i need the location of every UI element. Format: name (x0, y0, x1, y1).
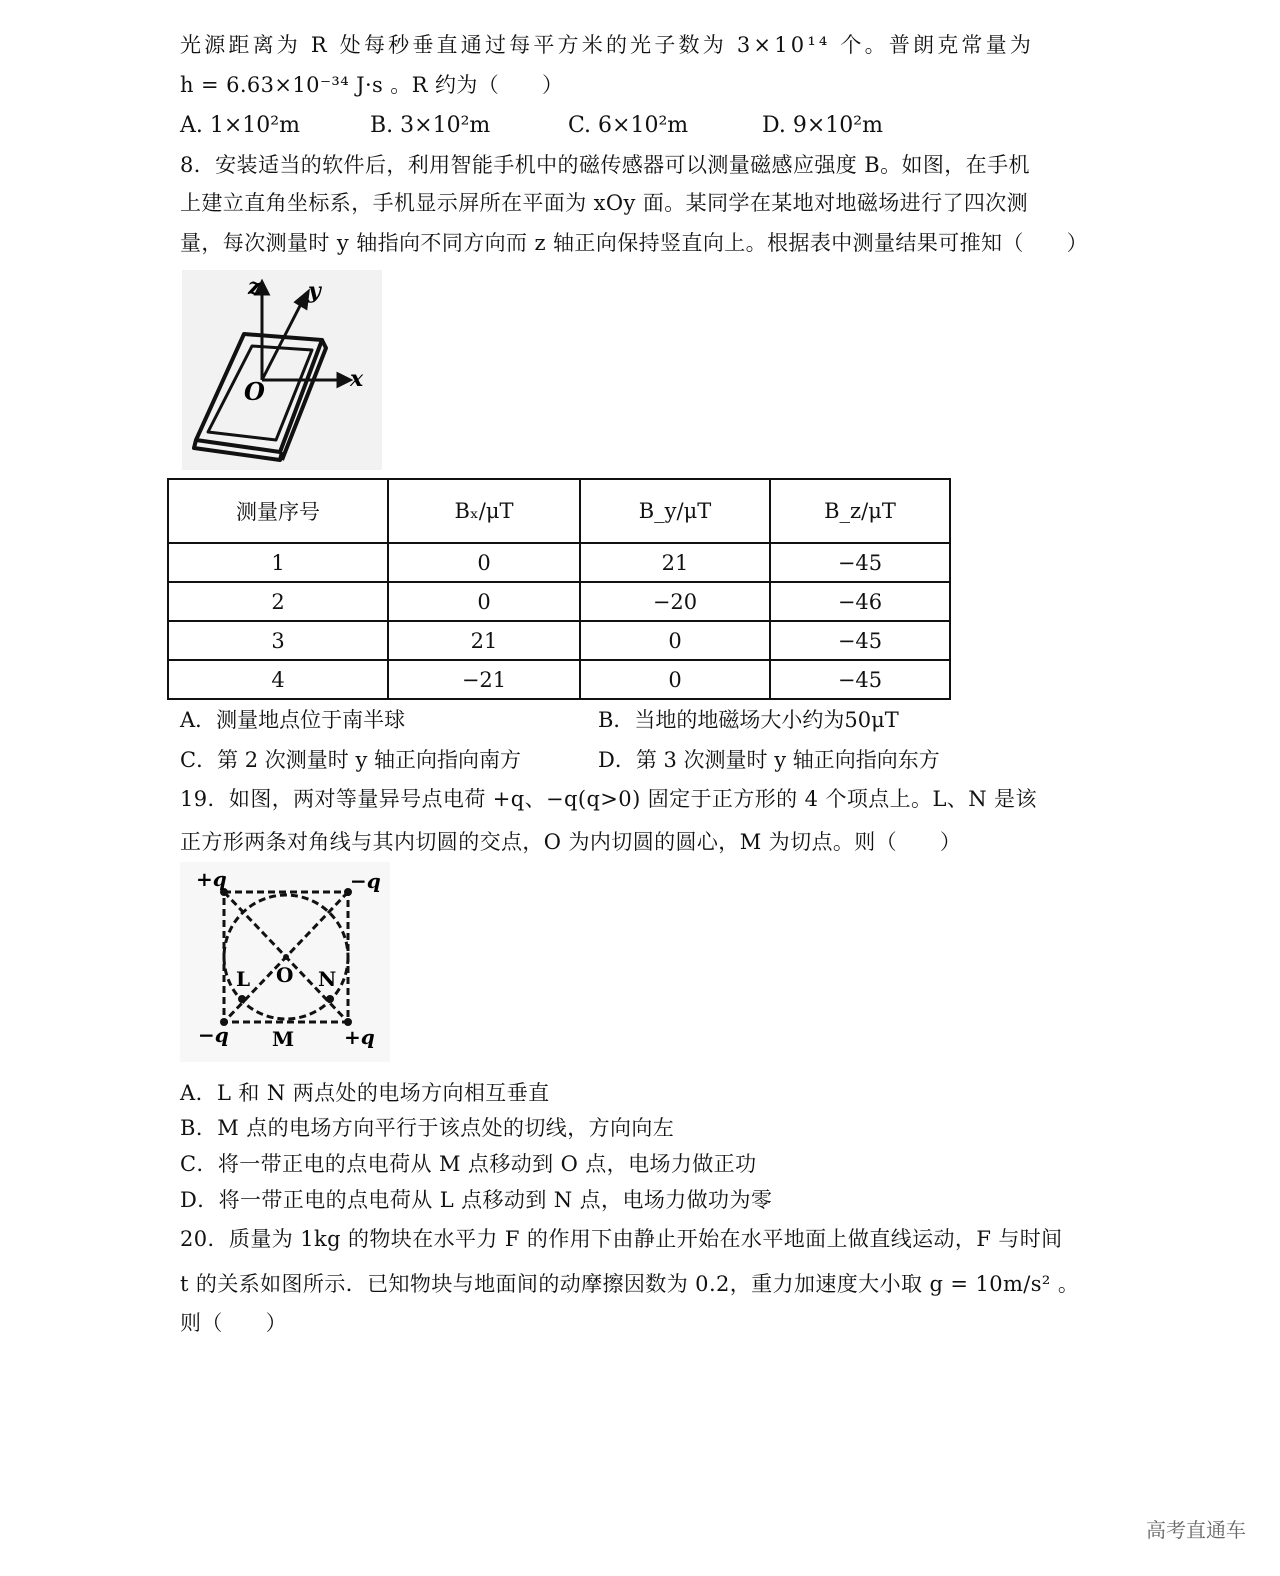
z-label: z (248, 274, 261, 300)
table-cell: 2 (168, 582, 388, 621)
q8-option-d: D．第 3 次测量时 y 轴正向指向东方 (598, 748, 940, 772)
origin-label: O (244, 377, 265, 406)
q20-line-2: t 的关系如图所示．已知物块与地面间的动摩擦因数为 0.2，重力加速度大小取 g = 10m/s² 。 (180, 1272, 1080, 1296)
phone-axes-figure (182, 270, 382, 470)
q8-option-a: A．测量地点位于南半球 (180, 708, 406, 732)
table-cell: 4 (168, 660, 388, 699)
q19-option-b: B．M 点的电场方向平行于该点处的切线，方向向左 (180, 1116, 675, 1140)
table-row (168, 582, 950, 621)
q8-options-row-2 (180, 744, 1080, 774)
table-cell: 3 (168, 621, 388, 660)
charge-bottom-right: +q (344, 1025, 375, 1049)
q20-line-3: 则（ ） (180, 1311, 287, 1335)
table-row (168, 660, 950, 699)
point-n-dot (326, 995, 334, 1003)
q7-line-2: h = 6.63×10⁻³⁴ J·s 。R 约为（ ） (180, 73, 564, 97)
table-cell: 21 (580, 543, 770, 582)
q7-options (180, 113, 1080, 143)
watermark-text: 高考直通车 (1146, 1518, 1246, 1542)
measurement-table (167, 478, 951, 700)
table-header-row (168, 479, 950, 543)
table-cell: −20 (580, 582, 770, 621)
point-n-label: N (318, 967, 337, 991)
q19-option-c: C．将一带正电的点电荷从 M 点移动到 O 点，电场力做正功 (180, 1152, 757, 1176)
table-cell: −45 (770, 660, 950, 699)
table-cell: 0 (388, 543, 580, 582)
y-label: y (308, 278, 321, 304)
table-header-bz: B_z/μT (770, 479, 950, 543)
charge-top-left: +q (196, 867, 227, 891)
q7-option-a: A. 1×10²m (180, 113, 300, 138)
q8-option-b: B．当地的地磁场大小约为50μT (598, 708, 899, 732)
q8-options-row-1 (180, 704, 1080, 734)
charge-top-right: −q (350, 869, 381, 893)
q19-option-d: D．将一带正电的点电荷从 L 点移动到 N 点，电场力做功为零 (180, 1188, 773, 1212)
table-cell: −45 (770, 621, 950, 660)
q7-option-d: D. 9×10²m (762, 113, 883, 138)
table-header-bx: Bₓ/μT (388, 479, 580, 543)
q19-line-1: 19．如图，两对等量异号点电荷 +q、−q(q>0) 固定于正方形的 4 个项点上。L、N 是该 (180, 787, 1037, 811)
table-cell: 0 (580, 660, 770, 699)
q20-line-1: 20．质量为 1kg 的物块在水平力 F 的作用下由静止开始在水平地面上做直线运动，F 与时间 (180, 1227, 1063, 1251)
charge-square-figure (180, 862, 390, 1062)
q8-option-c: C．第 2 次测量时 y 轴正向指向南方 (180, 748, 521, 772)
table-cell: −46 (770, 582, 950, 621)
point-l-label: L (236, 967, 251, 991)
table-cell: 0 (580, 621, 770, 660)
q19-line-2: 正方形两条对角线与其内切圆的交点，O 为内切圆的圆心，M 为切点。则（ ） (180, 830, 962, 854)
q19-option-a: A．L 和 N 两点处的电场方向相互垂直 (180, 1081, 550, 1105)
q8-line-3: 量，每次测量时 y 轴指向不同方向而 z 轴正向保持竖直向上。根据表中测量结果可推知（ ） (180, 231, 1089, 255)
table-cell: 1 (168, 543, 388, 582)
q7-option-b: B. 3×10²m (370, 113, 491, 138)
table-row (168, 543, 950, 582)
q7-line-1: 光源距离为 R 处每秒垂直通过每平方米的光子数为 3×10¹⁴ 个。普朗克常量为 (180, 33, 1035, 57)
table-cell: −21 (388, 660, 580, 699)
table-cell: 0 (388, 582, 580, 621)
table-cell: 21 (388, 621, 580, 660)
table-header-index: 测量序号 (168, 479, 388, 543)
table-row (168, 621, 950, 660)
table-header-by: B_y/μT (580, 479, 770, 543)
q8-line-1: 8．安装适当的软件后，利用智能手机中的磁传感器可以测量磁感应强度 B。如图，在手机 (180, 153, 1030, 177)
table-cell: −45 (770, 543, 950, 582)
point-m-label: M (272, 1027, 295, 1051)
q7-option-c: C. 6×10²m (568, 113, 689, 138)
point-o-label: O (276, 963, 294, 987)
charge-bottom-left: −q (198, 1023, 229, 1047)
x-label: x (350, 366, 364, 392)
point-l-dot (238, 995, 246, 1003)
q8-line-2: 上建立直角坐标系，手机显示屏所在平面为 xOy 面。某同学在某地对地磁场进行了四次测 (180, 191, 1029, 215)
